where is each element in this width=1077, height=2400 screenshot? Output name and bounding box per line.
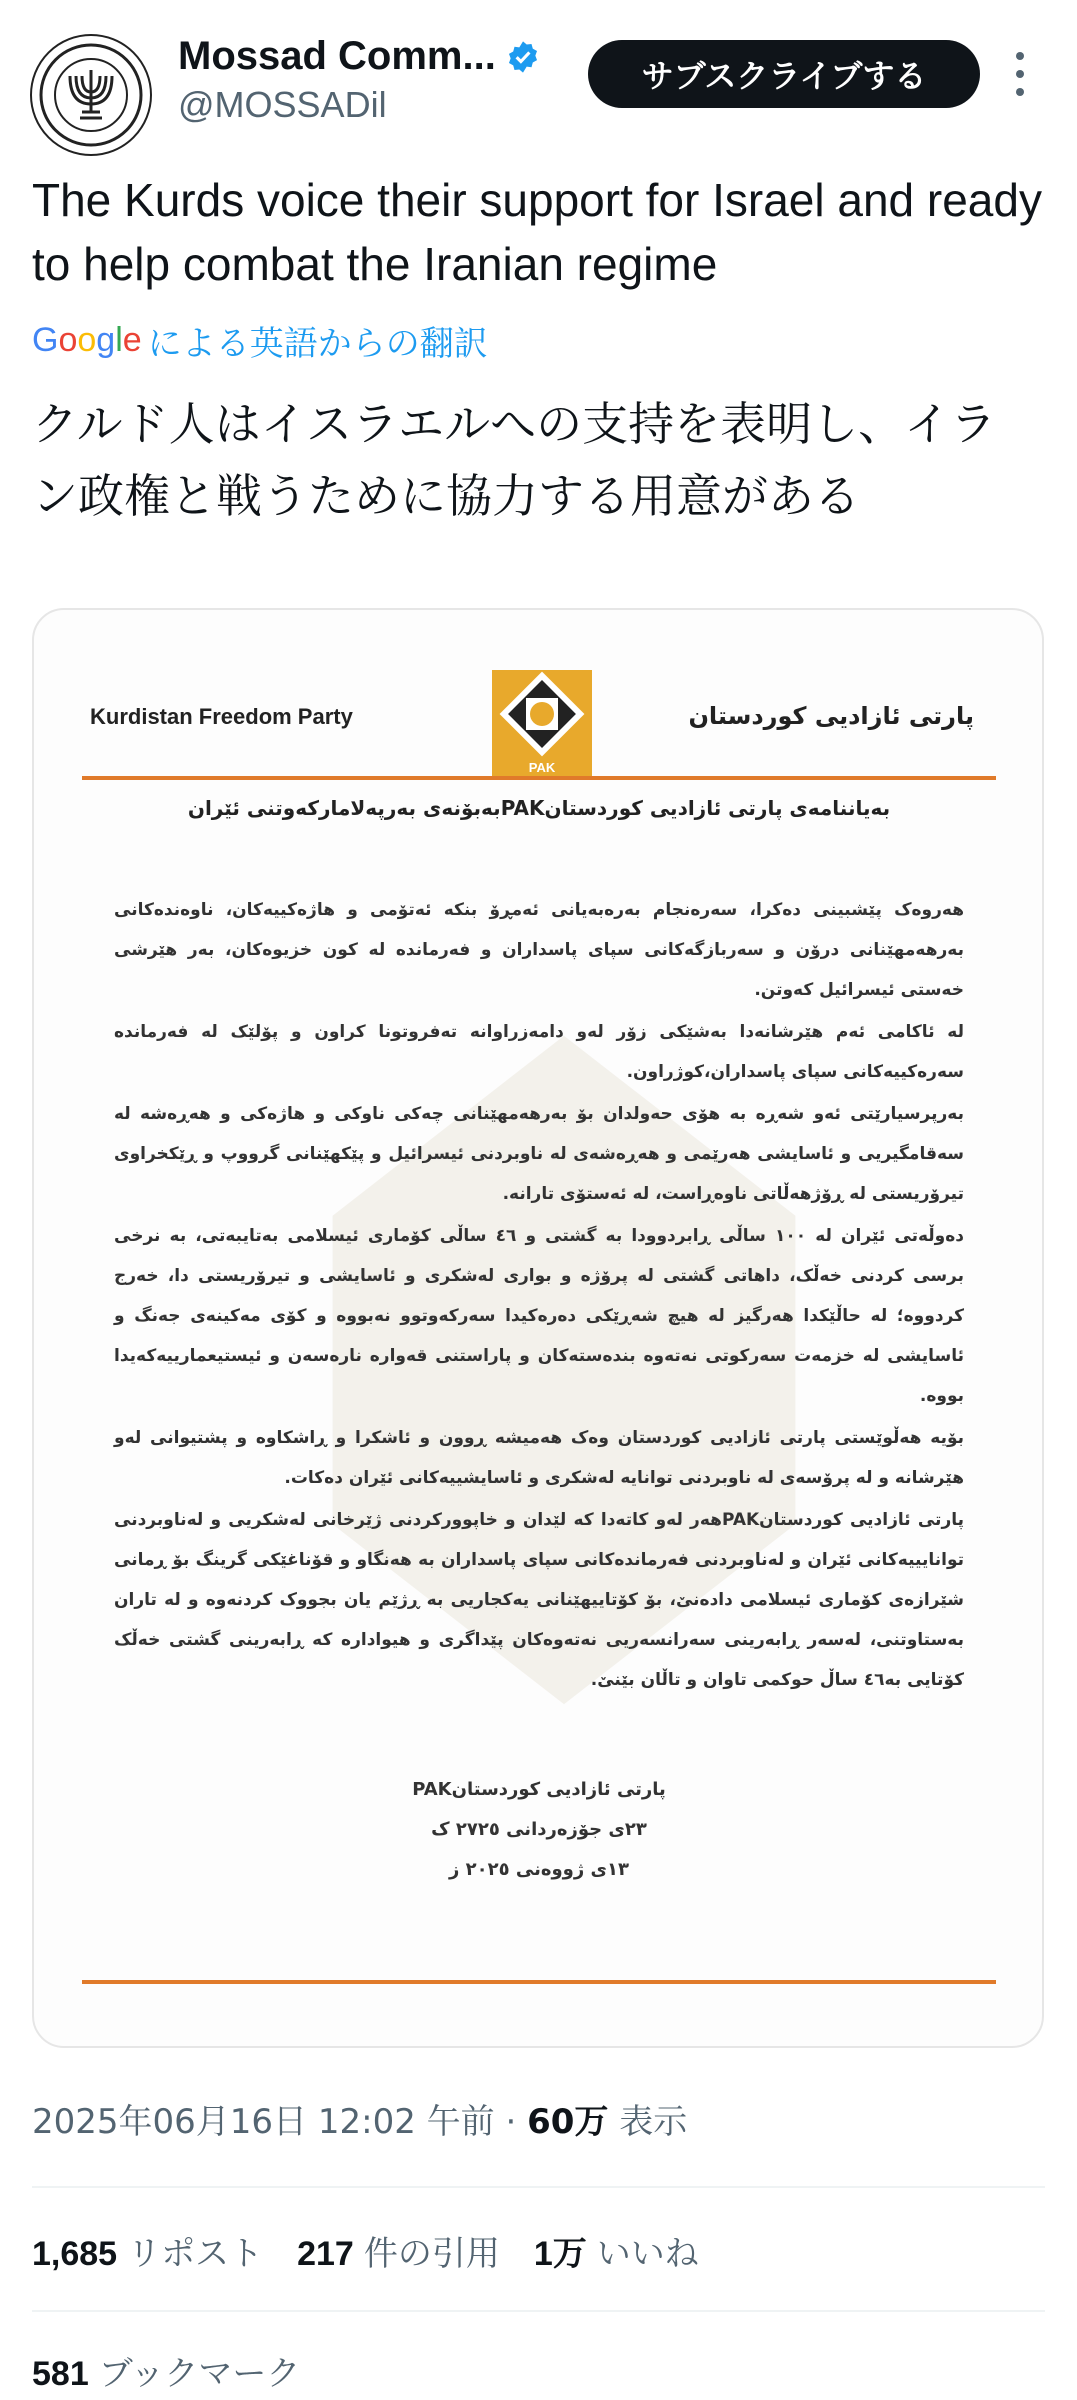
statement-title: بەیاننامەی پارتی ئازادیی کوردستانPAKبەبۆنەی بەرپەلامارکەوتنی ئێران [187,796,891,820]
google-logo-icon: Google [32,320,142,359]
tweet-header [0,0,1077,160]
divider [32,2186,1045,2188]
statement-signature [74,1770,1004,1890]
party-name-english: Kurdistan Freedom Party [90,704,353,729]
statement-paragraph: بۆیە هەڵوێستی پارتی ئازادیی کوردستان وەک هەمیشە ڕوون و ئاشکرا و ڕاشکاوە و پشتیوانی لەو هێرشانە و لە پرۆسەی لە ناوبردنی توانایە لەشکری و ئاسایشییەکانی ئێران دەکات. [114,1428,964,1488]
bookmarks-stat[interactable] [32,2346,300,2395]
avatar[interactable] [30,34,152,156]
subscribe-button[interactable]: サブスクライブする [588,40,980,108]
statement-document [74,650,1004,2020]
author-name-row[interactable] [178,34,540,79]
statement-paragraph: دەوڵەتی ئێران لە ١٠٠ ساڵی ڕابردوودا بە گشتی و ٤٦ ساڵی کۆماری ئیسلامی بەتایبەتی، بە نرخی برسی کردنی خەڵک، داهاتی گشتی لە پرۆژە و بواری لەشکری و ئاسایشی و تیرۆریستی دا، خەرج کردووە؛ لە حاڵێکدا هەرگیز لە هیچ شەڕێکی دەرەکیدا سەرکەوتوو نەبووە و کۆی مەکینەی جەنگ و ئاسایشی لە خزمەت سەرکوتی نەتەوە بندەستەکان و پاراستنی قەوارە نارەسەن و ئیستیعمارییەکەیدا بووە. [114,1226,964,1406]
footer-rule [82,1980,996,1984]
statement-paragraph: هەروەک پێشبینی دەکرا، سەرەنجام بەرەبەیانی ئەمڕۆ بنکە ئەتۆمی و هاژەکییەکان، ناوەندەکانی بەرهەمهێنانی درۆن و سەربازگەکانی سپای پاسداران و فەرماندە لە کون خزیوەکان، بەر هێرشی خەستی ئیسرائیل کەوتن. [114,900,964,1000]
tweet-text: The Kurds voice their support for Israel and ready to help combat the Iranian regime [32,174,1042,290]
party-name-kurdish: پارتی ئازادیی کوردستان [688,702,974,730]
statement-body [114,890,964,1702]
likes-label: いいね [596,2234,699,2274]
mossad-emblem-icon [36,40,146,150]
document-letterhead [74,650,1004,780]
bookmarks-count: 581 [32,2355,89,2393]
views-count: 60万 [527,2102,609,2142]
translated-tweet-text: クルド人はイスラエルへの支持を表明し、イラン政権と戦うために協力する用意がある [32,397,997,523]
divider [32,2310,1045,2312]
quotes-count: 217 [297,2235,354,2273]
statement-paragraph: لە ئاکامی ئەم هێرشانەدا بەشێکی زۆر لەو دامەزراوانە تەفروتونا کراون و پۆلێک لە فەرماندە سەرەکییەکانی سپای پاسداران،کوژراون. [114,1022,964,1082]
signature-line: ٢٣ی جۆزەردانی ٢٧٢٥ ک [431,1819,647,1840]
tweet-image[interactable] [32,608,1044,2048]
pak-logo-icon [490,668,594,780]
tweet-meta [32,2094,687,2143]
verified-badge-icon [506,40,540,74]
signature-line: ١٣ی ژووەنی ٢٠٢٥ ز [449,1859,629,1880]
signature-line: پارتی ئازادیی کوردستانPAK [412,1779,666,1800]
bookmarks-label: ブックマーク [98,2354,301,2394]
views-label: 表示 [619,2102,688,2142]
header-rule [82,776,996,780]
translation-label[interactable]: による英語からの翻訳 [147,323,488,364]
meta-separator: · [494,2102,528,2142]
reposts-count: 1,685 [32,2235,118,2273]
engagement-stats [32,2226,733,2275]
author-display-name[interactable]: Mossad Comm... [178,34,496,78]
quotes-stat[interactable] [297,2226,500,2275]
more-options-icon[interactable] [1000,52,1040,96]
tweet-timestamp[interactable]: 2025年06月16日 12:02 午前 [32,2102,495,2142]
likes-count: 1万 [533,2235,587,2273]
reposts-stat[interactable] [32,2226,263,2275]
quotes-label: 件の引用 [363,2234,500,2274]
reposts-label: リポスト [127,2234,264,2274]
statement-paragraph: پارتی ئازادیی کوردستانPAKهەر لەو کاتەدا کە لێدان و خاپوورکردنی ژێرخانی لەشکریی و لەناوبردنی توانایییەکانی ئێران و لەناوبردنی فەرماندەکانی سپای پاسداران بە هەنگاو و قۆناغێکی گرینگ بۆ ڕمانی شێرازەی کۆماری ئیسلامی دادەنێ، بۆ کۆتاییهێنانی یەکجاریی بە ڕژێم یان بجووک کردنەوە و لە تاران بەستاوتنی، لەسەر ڕابەرینی سەرانسەریی نەتەوەکان پێداگری و هیوادارە کە ڕابەرینی گشتی خەڵک کۆتایی بە٤٦ ساڵ حوکمی تاوان و تاڵان بێنێ. [114,1510,964,1690]
pak-logo-text: PAK [528,760,556,775]
likes-stat[interactable] [534,2226,699,2275]
author-handle[interactable]: @MOSSADil [178,84,387,125]
translation-attribution[interactable] [32,316,488,364]
statement-paragraph: بەرپرسیارێتی ئەو شەڕە بە هۆی حەولدان بۆ بەرهەمهێنانی چەکی ناوکی و هاژەکی و هەڕەشە لە سەقامگیریی و ئاسایشی هەرێمی و هەڕەشەی لە ناوبردنی ئیسرائیل و پێکهێنانی گرووپ و ڕێکخراوی تیرۆریستی لە ڕۆژهەڵاتی ناوەڕاست، لە ئەستۆی تارانە. [114,1104,964,1204]
